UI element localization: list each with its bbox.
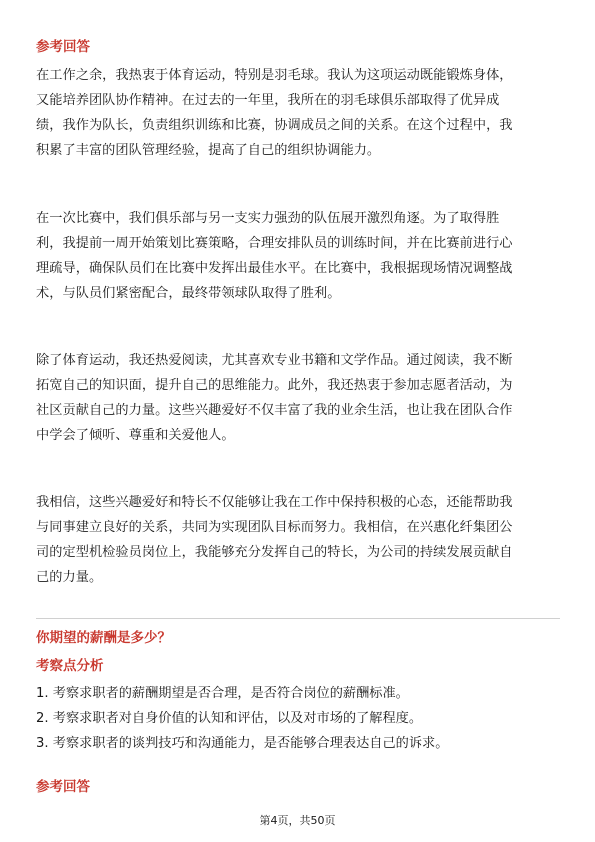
answer-paragraph-2	[36, 206, 560, 306]
question-heading: 你期望的薪酬是多少？	[36, 630, 171, 646]
paragraph-line: 我相信，这些兴趣爱好和特长不仅能够让我在工作中保持积极的心态，还能帮助我	[36, 495, 513, 510]
list-item: 3. 考察求职者的谈判技巧和沟通能力，是否能够合理表达自己的诉求。	[36, 736, 449, 751]
section-divider	[36, 618, 560, 619]
paragraph-line: 利，我提前一周开始策划比赛策略，合理安排队员的训练时间，并在比赛前进行心	[36, 236, 513, 251]
paragraph-line: 积累了丰富的团队管理经验，提高了自己的组织协调能力。	[36, 143, 381, 158]
list-item: 2. 考察求职者对自身价值的认知和评估，以及对市场的了解程度。	[36, 711, 423, 726]
paragraph-line: 又能培养团队协作精神。在过去的一年里，我所在的羽毛球俱乐部取得了优异成	[36, 93, 500, 108]
answer-paragraph-4	[36, 490, 560, 590]
paragraph-line: 中学会了倾听、尊重和关爱他人。	[36, 428, 235, 443]
reference-answer-heading-2: 参考回答	[36, 779, 90, 795]
answer-paragraph-1	[36, 63, 560, 163]
answer-paragraph-3	[36, 348, 560, 448]
page-number: 第4页，共50页	[259, 814, 336, 827]
paragraph-line: 在工作之余，我热衷于体育运动，特别是羽毛球。我认为这项运动既能锻炼身体，	[36, 68, 513, 83]
paragraph-line: 在一次比赛中，我们俱乐部与另一支实力强劲的队伍展开激烈角逐。为了取得胜	[36, 211, 500, 226]
list-item: 1. 考察求职者的薪酬期望是否合理，是否符合岗位的薪酬标准。	[36, 686, 409, 701]
paragraph-line: 己的力量。	[36, 570, 103, 585]
paragraph-line: 绩，我作为队长，负责组织训练和比赛，协调成员之间的关系。在这个过程中，我	[36, 118, 513, 133]
paragraph-line: 与同事建立良好的关系，共同为实现团队目标而努力。我相信，在兴惠化纤集团公	[36, 520, 513, 535]
paragraph-line: 拓宽自己的知识面，提升自己的思维能力。此外，我还热衷于参加志愿者活动，为	[36, 378, 513, 393]
analysis-heading: 考察点分析	[36, 658, 104, 674]
paragraph-line: 司的定型机检验员岗位上，我能够充分发挥自己的特长，为公司的持续发展贡献自	[36, 545, 513, 560]
paragraph-line: 除了体育运动，我还热爱阅读，尤其喜欢专业书籍和文学作品。通过阅读，我不断	[36, 353, 513, 368]
paragraph-line: 社区贡献自己的力量。这些兴趣爱好不仅丰富了我的业余生活，也让我在团队合作	[36, 403, 513, 418]
paragraph-line: 理疏导，确保队员们在比赛中发挥出最佳水平。在比赛中，我根据现场情况调整战	[36, 261, 513, 276]
paragraph-line: 术，与队员们紧密配合，最终带领球队取得了胜利。	[36, 286, 341, 301]
analysis-points-list	[36, 681, 560, 756]
reference-answer-heading: 参考回答	[36, 39, 90, 55]
